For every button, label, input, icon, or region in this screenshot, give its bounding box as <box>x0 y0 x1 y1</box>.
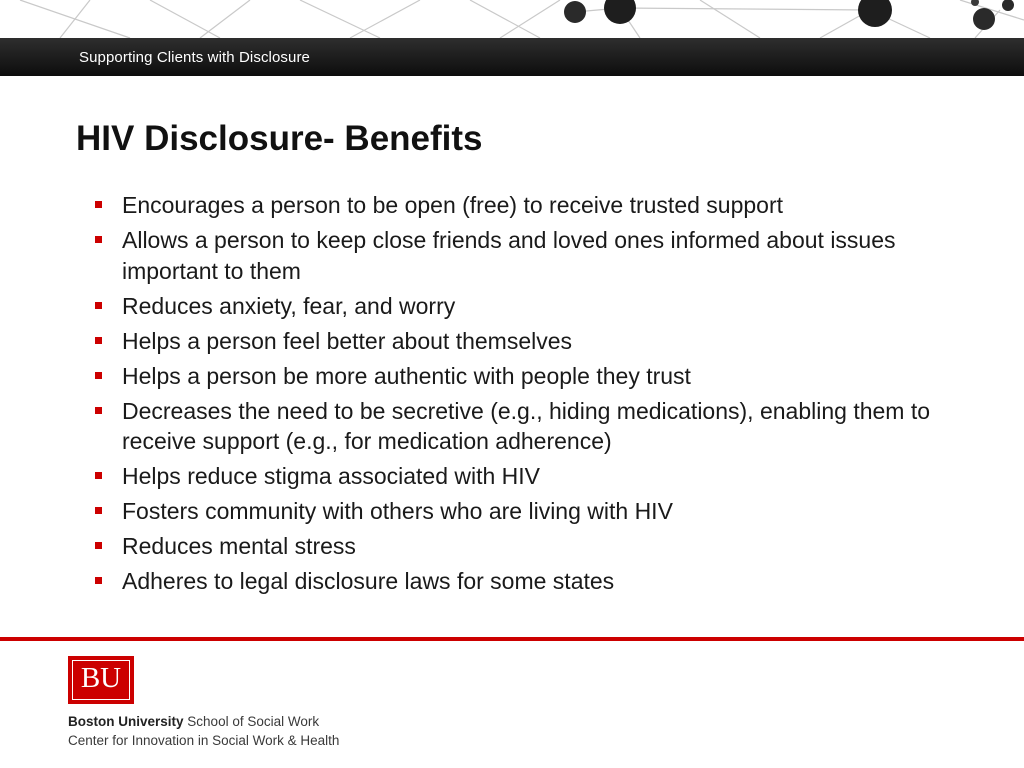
bullet-item <box>94 461 954 492</box>
bullet-text: Helps reduce stigma associated with HIV <box>122 463 541 489</box>
bullet-text: Fosters community with others who are living with HIV <box>122 498 673 524</box>
footer-line-school <box>68 712 339 731</box>
bullet-item <box>94 396 954 457</box>
slide-title: HIV Disclosure- Benefits <box>76 119 483 158</box>
network-decoration <box>0 0 1024 40</box>
bullet-text: Helps a person be more authentic with people they trust <box>122 362 691 389</box>
footer-school: School of Social Work <box>187 714 320 729</box>
bullet-text: Decreases the need to be secretive (e.g., hiding medications), enabling them to receive support (e.g., for medication adherence) <box>122 397 931 454</box>
bullet-text: Encourages a person to be open (free) to receive trusted support <box>122 192 784 218</box>
bullet-item <box>94 496 954 527</box>
bullet-text: Reduces mental stress <box>122 533 356 559</box>
bullet-item <box>94 225 954 286</box>
bullet-item <box>94 361 954 392</box>
header-bar <box>0 38 1024 76</box>
footer-institution <box>68 712 339 750</box>
footer-divider <box>0 637 1024 641</box>
header-title: Supporting Clients with Disclosure <box>79 49 310 66</box>
bullet-square-icon <box>95 507 102 514</box>
bullet-square-icon <box>95 542 102 549</box>
bullet-text: Allows a person to keep close friends and loved ones informed about issues important to them <box>122 227 896 284</box>
bullet-text: Adheres to legal disclosure laws for some states <box>122 568 615 594</box>
bullet-item <box>94 190 954 221</box>
bu-logo-text: BU <box>80 662 122 694</box>
bullet-item <box>94 566 954 597</box>
bullet-square-icon <box>95 302 102 309</box>
bullet-item <box>94 291 954 322</box>
bullet-square-icon <box>95 577 102 584</box>
bu-logo <box>68 656 134 704</box>
bullet-text: Helps a person feel better about themselves <box>122 327 573 354</box>
bullet-item <box>94 326 954 357</box>
bullet-square-icon <box>95 407 102 414</box>
footer-university: Boston University <box>68 714 184 729</box>
bullet-item <box>94 531 954 562</box>
bullet-text: Reduces anxiety, fear, and worry <box>122 292 456 319</box>
footer-center: Center for Innovation in Social Work & Health <box>68 733 340 748</box>
bullet-square-icon <box>95 472 102 479</box>
bullet-square-icon <box>95 201 102 208</box>
bullet-list <box>94 190 954 601</box>
bullet-square-icon <box>95 337 102 344</box>
bullet-square-icon <box>95 372 102 379</box>
bullet-square-icon <box>95 236 102 243</box>
